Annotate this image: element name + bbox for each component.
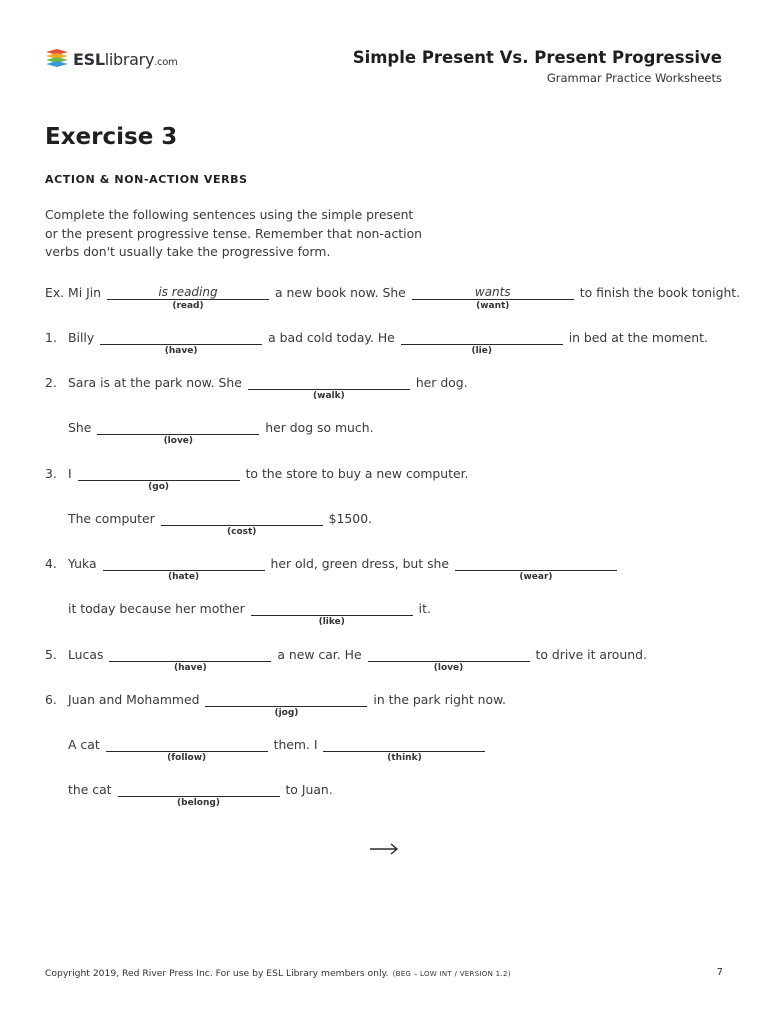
verb-hint: (wear) [519, 572, 553, 582]
version-text: (BEG – LOW INT / VERSION 1.2) [392, 970, 511, 978]
sentence-text: it. [418, 601, 431, 616]
next-page-arrow[interactable] [368, 840, 400, 862]
sentence-text: Juan and Mohammed [68, 692, 200, 707]
question-6-sentence-a [68, 692, 506, 718]
exercise-subtitle: ACTION & NON-ACTION VERBS [45, 173, 248, 186]
answer-blank[interactable] [401, 330, 563, 356]
page-number: 7 [716, 967, 723, 978]
sentence-text: Sara is at the park now. She [68, 375, 242, 390]
question-6-sentence-c [68, 782, 333, 808]
answer-blank[interactable] [455, 556, 617, 582]
question-number: 2. [45, 375, 57, 390]
question-2-sentence-a [68, 375, 468, 401]
copyright-text: Copyright 2019, Red River Press Inc. For use by ESL Library members only. [45, 968, 389, 979]
verb-hint: (hate) [167, 572, 200, 582]
answer-blank[interactable] [100, 330, 262, 356]
question-3-sentence-b [68, 511, 373, 537]
verb-hint: (love) [163, 436, 194, 446]
question-number: 5. [45, 647, 57, 662]
copyright-footer [45, 968, 511, 979]
sentence-text: to the store to buy a new computer. [245, 466, 469, 481]
sentence-text: it today because her mother [68, 601, 245, 616]
sentence-text: Billy [68, 330, 95, 345]
verb-hint: (walk) [313, 391, 345, 401]
worksheet-title: Simple Present Vs. Present Progressive [352, 48, 722, 67]
sentence-text: Lucas [68, 647, 104, 662]
answer-text: wants [474, 285, 511, 299]
logo-text-light: library [104, 49, 155, 69]
sentence-text: Mi Jin [68, 285, 102, 300]
logo-text-suffix: .com [154, 56, 178, 68]
verb-hint: (have) [164, 346, 198, 356]
question-number: 6. [45, 692, 57, 707]
right-arrow-icon [368, 840, 400, 858]
sentence-text: a new book now. She [274, 285, 406, 300]
sentence-text: I [68, 466, 72, 481]
logo-text [73, 50, 177, 69]
verb-hint: (lie) [471, 346, 492, 356]
sentence-text: $1500. [328, 511, 373, 526]
answer-blank[interactable] [161, 511, 323, 537]
sentence-text: to finish the book tonight. [579, 285, 741, 300]
answer-blank[interactable] [107, 285, 269, 311]
answer-blank[interactable] [248, 375, 410, 401]
sentence-text: in the park right now. [373, 692, 506, 707]
question-number: 3. [45, 466, 57, 481]
verb-hint: (belong) [177, 798, 220, 808]
sentence-text: The computer [68, 511, 155, 526]
answer-blank[interactable] [103, 556, 265, 582]
verb-hint: (follow) [167, 753, 207, 763]
answer-blank[interactable] [106, 737, 268, 763]
question-1-sentence [68, 330, 708, 356]
book-stack-logo-icon [45, 48, 69, 70]
verb-hint: (cost) [227, 527, 257, 537]
answer-blank[interactable] [323, 737, 485, 763]
sentence-text: them. I [273, 737, 318, 752]
question-4-sentence-b [68, 601, 431, 627]
example-label: Ex. [45, 285, 65, 300]
answer-blank[interactable] [78, 466, 240, 492]
sentence-text: to Juan. [285, 782, 333, 797]
verb-hint: (love) [433, 663, 464, 673]
verb-hint: (like) [318, 617, 345, 627]
esl-library-logo [45, 46, 177, 72]
verb-hint: (have) [174, 663, 207, 673]
sentence-text: a bad cold today. He [268, 330, 395, 345]
sentence-text: her old, green dress, but she [270, 556, 450, 571]
example-sentence [68, 285, 741, 311]
verb-hint: (jog) [274, 708, 299, 718]
question-4-sentence-a [68, 556, 619, 582]
logo-text-bold: ESL [73, 49, 105, 69]
sentence-text: She [68, 420, 92, 435]
sentence-text: A cat [68, 737, 100, 752]
question-3-sentence-a [68, 466, 469, 492]
exercise-title: Exercise 3 [45, 124, 178, 150]
sentence-text: to drive it around. [535, 647, 647, 662]
answer-blank[interactable] [118, 782, 280, 808]
sentence-text: the cat [68, 782, 112, 797]
answer-blank[interactable] [251, 601, 413, 627]
question-6-sentence-b [68, 737, 487, 763]
sentence-text: in bed at the moment. [568, 330, 708, 345]
worksheet-subtitle: Grammar Practice Worksheets [546, 71, 722, 85]
verb-hint: (read) [172, 301, 204, 311]
verb-hint: (want) [476, 301, 510, 311]
exercise-instructions: Complete the following sentences using the simple present or the present progressive tense. Remember that non-action verbs don't usually take the progressive form. [45, 207, 422, 259]
sentence-text: a new car. He [277, 647, 362, 662]
question-number: 1. [45, 330, 57, 345]
answer-blank[interactable] [97, 420, 259, 446]
question-2-sentence-b [68, 420, 374, 446]
question-5-sentence [68, 647, 647, 673]
sentence-text: her dog. [415, 375, 468, 390]
answer-blank[interactable] [368, 647, 530, 673]
verb-hint: (go) [148, 482, 170, 492]
sentence-text: her dog so much. [265, 420, 374, 435]
answer-blank[interactable] [412, 285, 574, 311]
answer-text: is reading [158, 285, 218, 299]
sentence-text: Yuka [68, 556, 97, 571]
question-number: 4. [45, 556, 57, 571]
answer-blank[interactable] [205, 692, 367, 718]
verb-hint: (think) [387, 753, 422, 763]
answer-blank[interactable] [109, 647, 271, 673]
